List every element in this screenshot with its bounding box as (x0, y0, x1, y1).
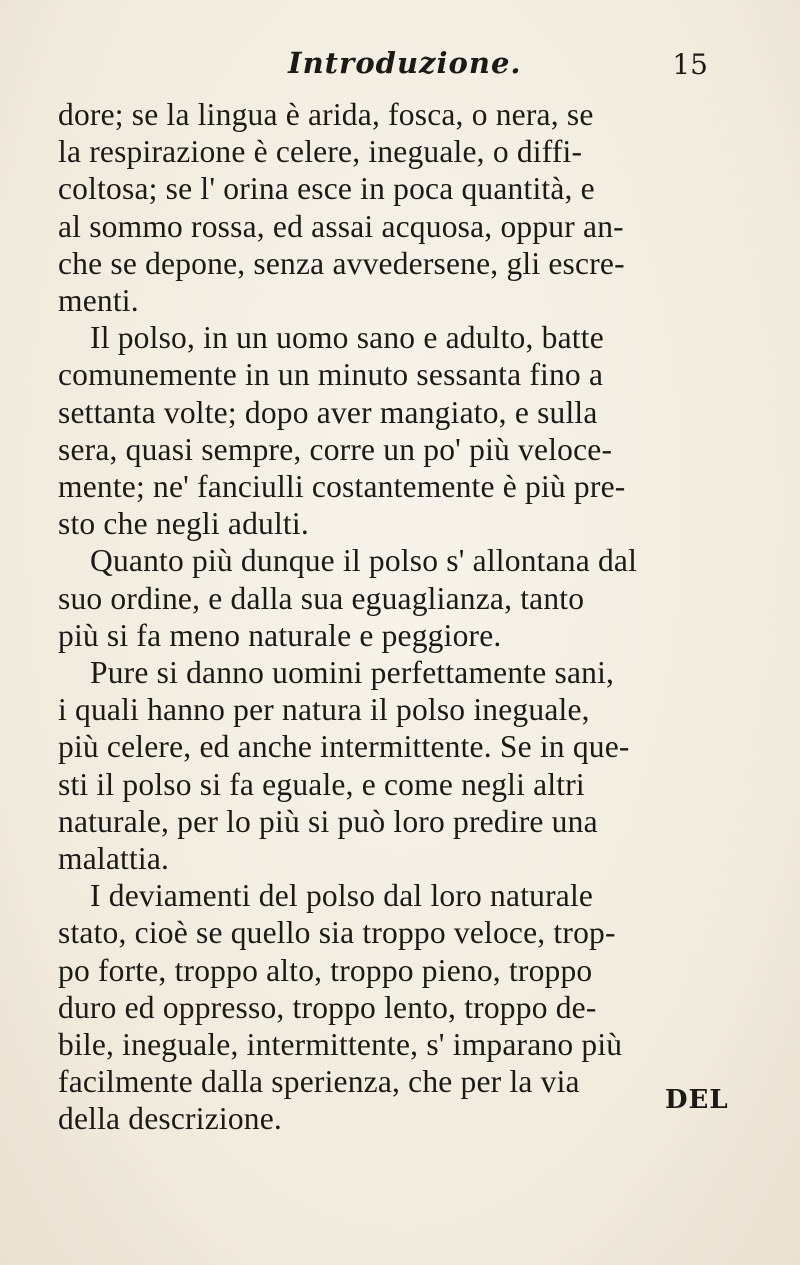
paragraph (58, 654, 748, 877)
text-line: bile, ineguale, intermittente, s' imparano più (58, 1027, 623, 1063)
text-line: po forte, troppo alto, troppo pieno, troppo (58, 952, 593, 988)
paragraph (58, 319, 748, 542)
text-line: sera, quasi sempre, corre un po' più veloce- (58, 431, 613, 467)
text-line: al sommo rossa, ed assai acquosa, oppur an- (58, 208, 624, 244)
paragraph (58, 877, 748, 1137)
text-line: che se depone, senza avvedersene, gli escre- (58, 245, 625, 281)
text-line: comunemente in un minuto sessanta fino a (58, 357, 604, 393)
text-line: dore; se la lingua è arida, fosca, o nera, se (58, 97, 594, 132)
text-line: più si fa meno naturale e peggiore. (58, 617, 502, 653)
text-line: naturale, per lo più si può loro predire una (58, 803, 598, 839)
page-number: 15 (672, 48, 708, 81)
text-line: suo ordine, e dalla sua eguaglianza, tanto (58, 580, 585, 616)
paragraph (58, 96, 748, 319)
text-line: i quali hanno per natura il polso ineguale, (58, 692, 590, 728)
text-line: mente; ne' fanciulli costantemente è più pre- (58, 469, 626, 505)
text-line: Il polso, in un uomo sano e adulto, batte (90, 320, 604, 356)
text-line: facilmente dalla sperienza, che per la via (58, 1064, 580, 1100)
catchword: DEL (665, 1085, 729, 1115)
text-line: menti. (58, 283, 139, 319)
text-line: I deviamenti del polso dal loro naturale (90, 878, 594, 914)
running-head (58, 28, 748, 80)
text-line: Pure si danno uomini perfettamente sani, (90, 655, 615, 691)
text-line: più celere, ed anche intermittente. Se in que- (58, 729, 630, 765)
running-title: Introduzione. (288, 46, 522, 80)
text-line: Quanto più dunque il polso s' allontana dal (90, 543, 638, 579)
text-line: settanta volte; dopo aver mangiato, e sulla (58, 394, 598, 430)
text-line: malattia. (58, 841, 170, 877)
text-line: duro ed oppresso, troppo lento, troppo de- (58, 989, 597, 1025)
text-line: stato, cioè se quello sia troppo veloce, trop- (58, 915, 616, 951)
paragraph (58, 542, 748, 654)
text-line: la respirazione è celere, ineguale, o diffi- (58, 134, 583, 170)
text-line: coltosa; se l' orina esce in poca quantità, e (58, 171, 595, 207)
text-line: sti il polso si fa eguale, e come negli altri (58, 766, 585, 802)
body-text (58, 96, 748, 1138)
text-line: della descrizione. (58, 1101, 282, 1137)
text-line: sto che negli adulti. (58, 506, 309, 542)
